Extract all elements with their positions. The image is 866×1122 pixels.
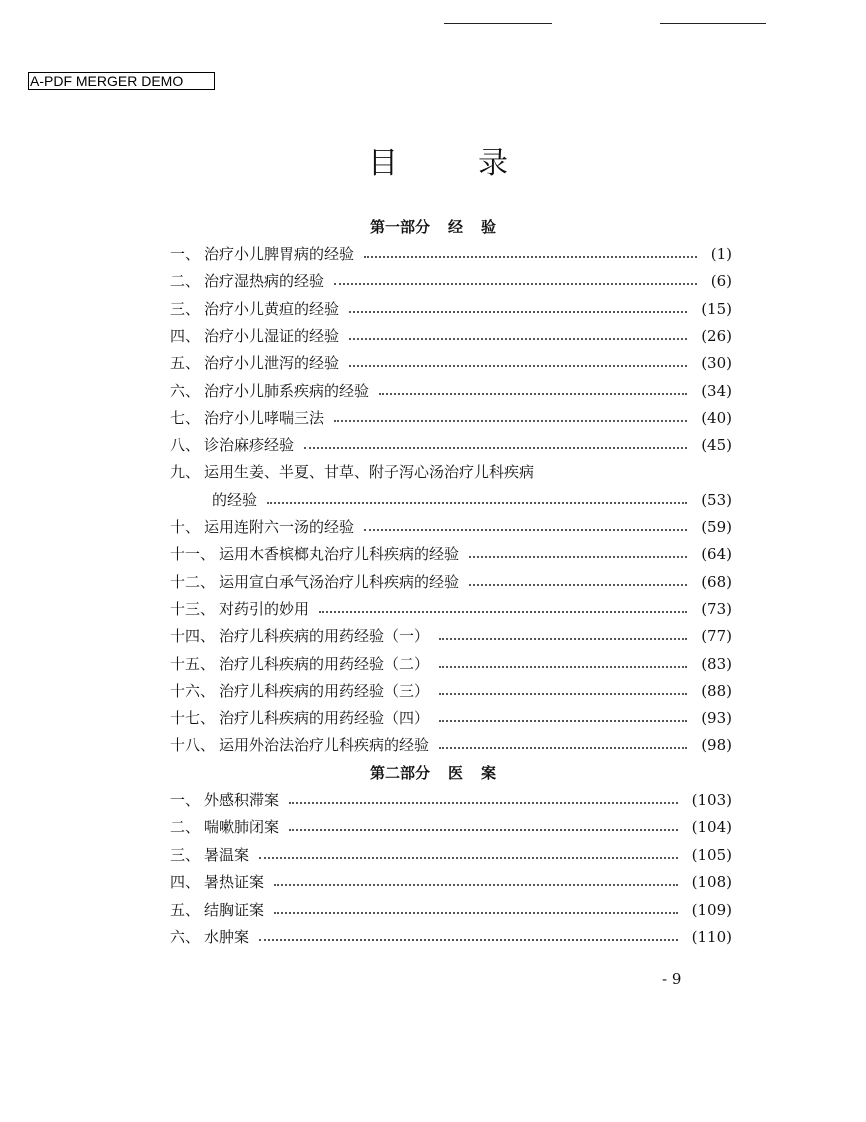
dot-leader [259,939,678,941]
toc-entry-label: 治疗湿热病的经验 [204,272,325,291]
toc-entry-label: 暑温案 [204,845,250,864]
toc-entry[interactable] [170,270,732,292]
toc-entry-number: 十八、 [170,736,216,755]
toc-entry-label: 结胸证案 [204,900,265,919]
toc-entry-continuation[interactable] [212,489,732,511]
dot-leader [304,447,687,449]
toc-entry[interactable] [170,434,732,456]
toc-entry[interactable] [170,461,732,483]
toc-entry-label: 对药引的妙用 [219,599,310,618]
toc-entry-label: 暑热证案 [204,873,265,892]
toc-entry-number: 三、 [170,845,201,864]
dot-leader [469,556,687,558]
toc-entry[interactable] [170,598,732,620]
toc-entry-number: 九、 [170,463,201,482]
toc-entry[interactable] [170,734,732,756]
toc-entry-page: (83) [701,654,732,673]
dot-leader [334,283,697,285]
dot-leader [379,393,687,395]
toc-entry-label: 诊治麻疹经验 [204,436,295,455]
dot-leader [334,420,687,422]
toc-entry[interactable] [170,380,732,402]
toc-entry-page: (26) [701,326,732,345]
dot-leader [259,857,678,859]
toc-entry[interactable] [170,789,732,811]
toc-entry-label: 水肿案 [204,928,250,946]
toc-entry-number: 一、 [170,245,201,263]
part1-heading-label: 第一部分 [369,218,430,236]
dot-leader [439,666,687,668]
toc-entry-number: 二、 [170,272,201,291]
toc-entry-number: 十一、 [170,545,216,564]
toc-entry[interactable] [170,653,732,675]
toc-entry-page: (45) [701,436,732,455]
dot-leader [439,720,687,722]
dot-leader [274,912,678,914]
toc-entry[interactable] [170,571,732,593]
toc-entry-number: 十、 [170,518,201,536]
part2-heading-word1: 医 [447,764,463,782]
toc-entry-page: (105) [691,845,732,864]
toc-entry-label: 运用宣白承气汤治疗儿科疾病的经验 [219,572,460,591]
toc-entry-label-continuation: 的经验 [212,490,258,509]
toc-entry-label: 治疗小儿脾胃病的经验 [204,245,355,263]
header-rule-right [660,23,766,24]
toc-entry-page: (68) [701,572,732,591]
toc-entry-label: 运用连附六一汤的经验 [204,518,355,536]
toc-entry[interactable] [170,243,732,265]
toc-entry-number: 五、 [170,900,201,919]
toc-entry-label: 治疗小儿肺系疾病的经验 [204,381,370,400]
toc-entry[interactable] [170,844,732,866]
dot-leader [469,584,687,586]
toc-entry-number: 五、 [170,354,201,373]
toc-entry-label: 治疗小儿哮喘三法 [204,408,325,427]
toc-entry[interactable] [170,625,732,647]
toc-entry-label: 外感积滞案 [204,791,280,809]
toc-entry-label: 治疗小儿泄泻的经验 [204,354,340,373]
toc-entry-label: 运用生姜、半夏、甘草、附子泻心汤治疗儿科疾病 [204,463,535,482]
toc-entry-label: 运用外治法治疗儿科疾病的经验 [219,736,430,755]
toc-title-char-1: 目 [368,146,398,181]
toc-entry[interactable] [170,325,732,347]
dot-leader [364,256,697,258]
dot-leader [439,693,687,695]
page-number: - 9 [662,970,682,988]
toc-entry-number: 一、 [170,791,201,809]
part2-heading-word2: 案 [481,764,497,782]
toc-entry-number: 十五、 [170,654,216,673]
toc-entry-number: 十三、 [170,599,216,618]
toc-entry-number: 十六、 [170,681,216,700]
toc-entry-page: (34) [701,381,732,400]
part1-heading-word2: 验 [481,218,497,236]
dot-leader [349,338,687,340]
watermark-label: A-PDF MERGER DEMO [28,72,215,90]
dot-leader [439,638,687,640]
toc-entry-page: (64) [701,545,732,564]
toc-title-char-2: 录 [478,146,508,181]
toc-entry-page: (1) [710,245,732,263]
toc-entry-number: 七、 [170,408,201,427]
dot-leader [319,611,687,613]
toc-entry-page: (40) [701,408,732,427]
toc-entry-label: 治疗小儿湿证的经验 [204,326,340,345]
toc-entry-number: 十四、 [170,627,216,646]
part1-heading [0,217,866,237]
dot-leader [267,502,687,504]
toc-entry[interactable] [170,707,732,729]
toc-entry-page: (59) [701,518,732,536]
toc-entry[interactable] [170,543,732,565]
toc-entry-page: (88) [701,681,732,700]
dot-leader [364,529,687,531]
toc-entry-number: 二、 [170,818,201,837]
toc-entry[interactable] [170,352,732,374]
toc-entry[interactable] [170,926,732,948]
toc-entry-page: (109) [691,900,732,919]
toc-entry-page: (30) [701,354,732,373]
header-rule-left [444,23,552,24]
toc-entry-label: 治疗儿科疾病的用药经验（一） [219,627,430,646]
toc-entry-page: (104) [691,818,732,837]
toc-entry-label: 治疗儿科疾病的用药经验（二） [219,654,430,673]
toc-entry-number: 三、 [170,299,201,318]
toc-entry[interactable] [170,407,732,429]
toc-entry-page: (6) [710,272,732,291]
toc-entry-number: 四、 [170,873,201,892]
dot-leader [349,365,687,367]
toc-entry-page: (15) [701,299,732,318]
toc-entry-page: (108) [691,873,732,892]
toc-entry-label: 治疗小儿黄疸的经验 [204,299,340,318]
dot-leader [289,829,678,831]
toc-entry[interactable] [170,680,732,702]
toc-entry-number: 十二、 [170,572,216,591]
dot-leader [439,747,687,749]
toc-entry-number: 六、 [170,928,201,946]
toc-entry-label: 喘嗽肺闭案 [204,818,280,837]
toc-entry-label: 治疗儿科疾病的用药经验（三） [219,681,430,700]
toc-entry-number: 八、 [170,436,201,455]
toc-entry-page: (103) [691,791,732,809]
toc-entry[interactable] [170,899,732,921]
toc-entry[interactable] [170,871,732,893]
toc-entry-page: (77) [701,627,732,646]
toc-entry-label: 治疗儿科疾病的用药经验（四） [219,709,430,728]
toc-entry-label: 运用木香槟榔丸治疗儿科疾病的经验 [219,545,460,564]
toc-entry[interactable] [170,816,732,838]
dot-leader [274,884,678,886]
toc-entry-page: (73) [701,599,732,618]
toc-entry-page: (53) [701,490,732,509]
toc-entry-page: (110) [691,928,732,946]
toc-entry-number: 十七、 [170,709,216,728]
part2-heading [0,763,866,783]
dot-leader [349,311,687,313]
part2-heading-label: 第二部分 [369,764,430,782]
part1-heading-word1: 经 [447,218,463,236]
dot-leader [289,802,678,804]
toc-entry[interactable] [170,516,732,538]
toc-entry-page: (93) [701,709,732,728]
toc-entry-number: 四、 [170,326,201,345]
toc-entry-page: (98) [701,736,732,755]
toc-entry-number: 六、 [170,381,201,400]
toc-entry[interactable] [170,298,732,320]
